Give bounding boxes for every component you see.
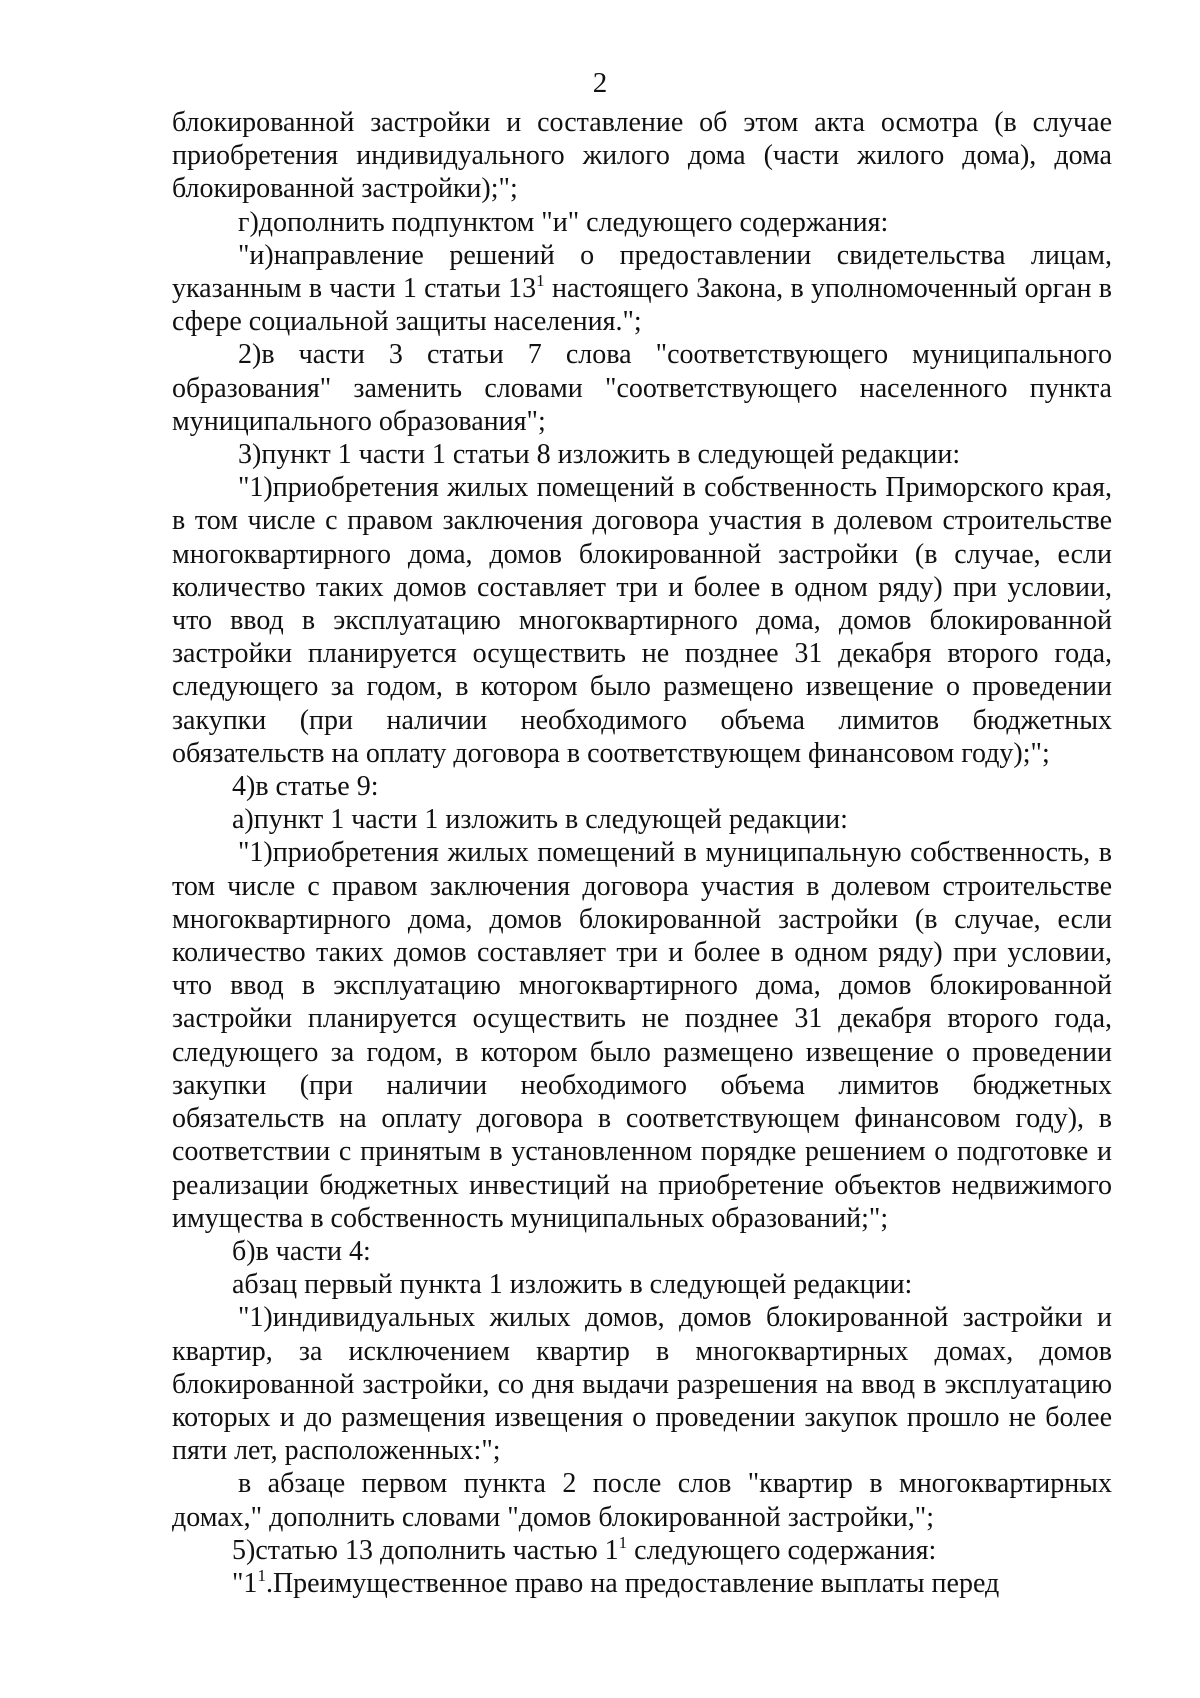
paragraph-3 — [172, 239, 1112, 339]
paragraph-14 — [172, 1534, 1112, 1567]
paragraph-9: "1)приобретения жилых помещений в муниципальную собственность, в том числе с правом заключения договора участия в долевом строительстве многоквартирного дома, домов блокированной застройки (в случае, если количество таких домов составляет три и более в одном ряду) при условии, что ввод в эксплуатацию многоквартирного дома, домов блокированной застройки планируется осуществить не позднее 31 декабря второго года, следующего за годом, в котором было размещено извещение о проведении закупки (при наличии необходимого объема лимитов бюджетных обязательств на оплату договора в соответствующем финансовом году), в соответствии с принятым в установленном порядке решением о подготовке и реализации бюджетных инвестиций на приобретение объектов недвижимого имущества в собственность муниципальных образований;"; — [172, 837, 1112, 1234]
superscript: 1 — [618, 1532, 628, 1552]
paragraph-3-tail: настоящего Закона, в уполномоченный орган в сфере социальной защиты населения."; — [172, 273, 1112, 338]
paragraph-12: "1)индивидуальных жилых домов, домов блокированной застройки и квартир, за исключением квартир в многоквартирных домах, домов блокированной застройки, со дня выдачи разрешения на ввод в эксплуатацию которых и до размещения извещения о проведении закупок прошло не более пяти лет, расположенных:"; — [172, 1302, 1112, 1467]
paragraph-15-text: "1 — [232, 1567, 258, 1599]
page-number: 2 — [592, 67, 608, 99]
paragraph-15 — [172, 1567, 1112, 1600]
paragraph-6: "1)приобретения жилых помещений в собственность Приморского края, в том числе с правом заключения договора участия в долевом строительстве многоквартирного дома, домов блокированной застройки (в случае, если количество таких домов составляет три и более в одном ряду) при условии, что ввод в эксплуатацию многоквартирного дома, домов блокированной застройки планируется осуществить не позднее 31 декабря второго года, следующего за годом, в котором было размещено извещение о проведении закупки (при наличии необходимого объема лимитов бюджетных обязательств на оплату договора в соответствующем финансовом году);"; — [172, 472, 1112, 769]
document-body — [172, 106, 1112, 1600]
paragraph-13: в абзаце первом пункта 2 после слов "квартир в многоквартирных домах," дополнить словами "домов блокированной застройки,"; — [172, 1468, 1112, 1533]
paragraph-1: блокированной застройки и составление об этом акта осмотра (в случае приобретения индивидуального жилого дома (части жилого дома), дома блокированной застройки);"; — [172, 107, 1112, 205]
paragraph-4: 2)в части 3 статьи 7 слова "соответствующего муниципального образования" заменить словами "соответствующего населенного пункта муниципального образования"; — [172, 339, 1112, 437]
paragraph-5: 3)пункт 1 части 1 статьи 8 изложить в следующей редакции: — [238, 439, 961, 471]
superscript: 1 — [257, 1565, 266, 1585]
paragraph-7: 4)в статье 9: — [232, 771, 379, 803]
paragraph-8: а)пункт 1 части 1 изложить в следующей редакции: — [232, 804, 848, 836]
paragraph-3-text: "и)направление решений о предоставлении свидетельства лицам, указанным в части 1 статьи 13 — [172, 239, 1112, 305]
paragraph-14-tail: следующего содержания: — [627, 1534, 937, 1566]
paragraph-11: абзац первый пункта 1 изложить в следующей редакции: — [232, 1269, 913, 1301]
paragraph-15-tail: .Преимущественное право на предоставление выплаты перед — [265, 1567, 1000, 1599]
paragraph-10: б)в части 4: — [232, 1235, 371, 1267]
paragraph-14-text: 5)статью 13 дополнить частью 1 — [232, 1534, 619, 1566]
paragraph-2: г)дополнить подпунктом "и" следующего содержания: — [238, 206, 889, 238]
superscript: 1 — [536, 271, 545, 291]
